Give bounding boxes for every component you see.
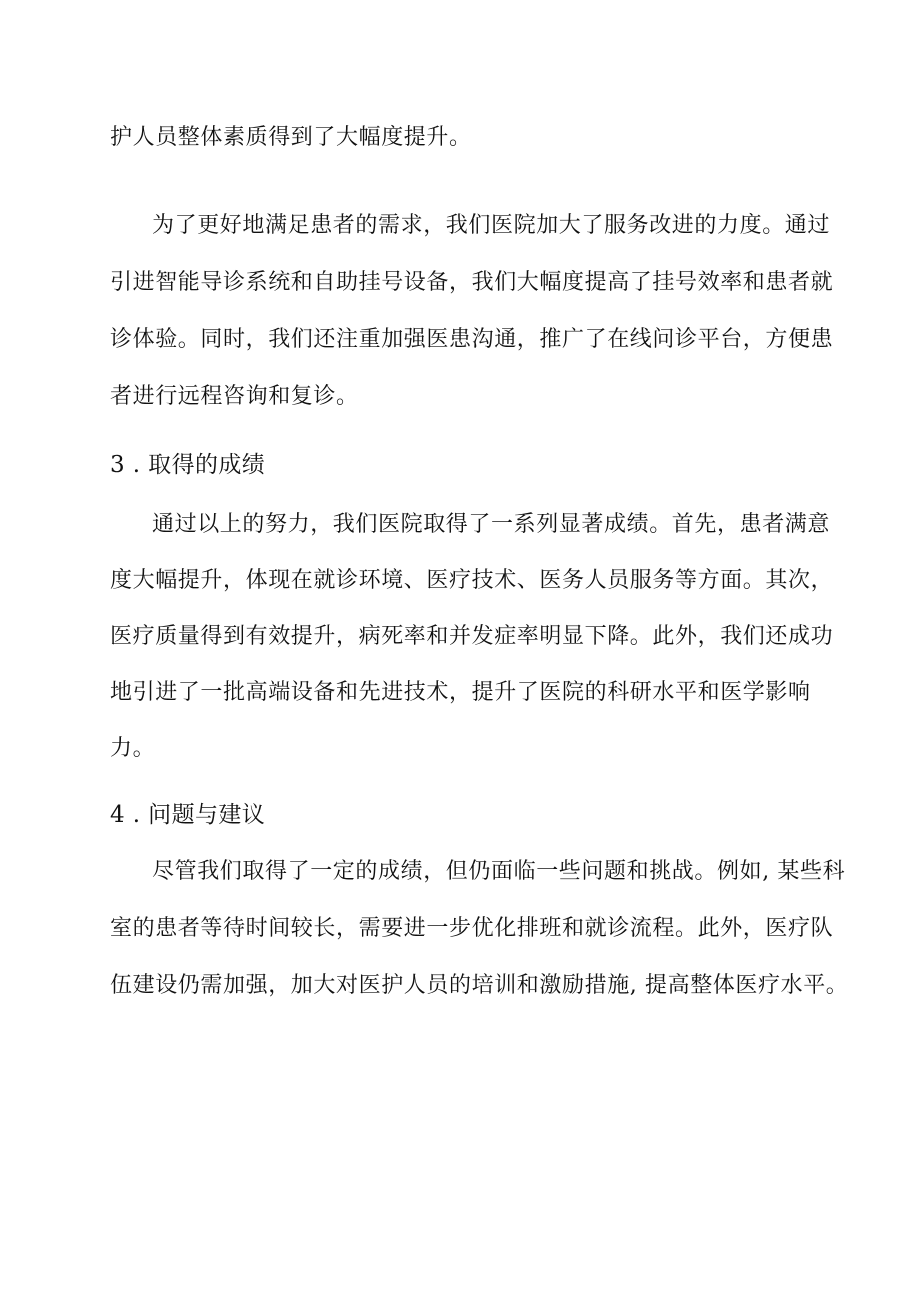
paragraph-line: 诊体验。同时，我们还注重加强医患沟通，推广了在线问诊平台，方便患 [110,327,834,352]
paragraph-line: 医疗质量得到有效提升，病死率和并发症率明显下降。此外，我们还成功 [110,624,834,649]
paragraph-line: 通过以上的努力，我们医院取得了一系列显著成绩。首先，患者满意 [152,512,831,537]
paragraph-line: 室的患者等待时间较长，需要进一步优化排班和就诊流程。此外，医疗队 [110,916,834,941]
paragraph-line: 者进行远程咨询和复诊。 [110,384,359,409]
paragraph-line: 地引进了一批高端设备和先进技术，提升了医院的科研水平和医学影响 [110,680,811,705]
paragraph-line: 伍建设仍需加强，加大对医护人员的培训和激励措施, 提高整体医疗水平。 [110,973,849,998]
paragraph-line: 引进智能导诊系统和自助挂号设备，我们大幅度提高了挂号效率和患者就 [110,270,834,295]
paragraph-line: 力。 [110,736,156,761]
section-heading: 3 . 取得的成绩 [110,452,266,478]
paragraph-line: 为了更好地满足患者的需求，我们医院加大了服务改进的力度。通过 [152,213,831,238]
paragraph-line: 尽管我们取得了一定的成绩，但仍面临一些问题和挑战。例如, 某些科 [152,859,846,884]
paragraph-line: 护人员整体素质得到了大幅度提升。 [110,125,472,150]
paragraph-line: 度大幅提升，体现在就诊环境、医疗技术、医务人员服务等方面。其次， [110,568,834,593]
section-heading: 4 . 问题与建议 [110,802,266,828]
